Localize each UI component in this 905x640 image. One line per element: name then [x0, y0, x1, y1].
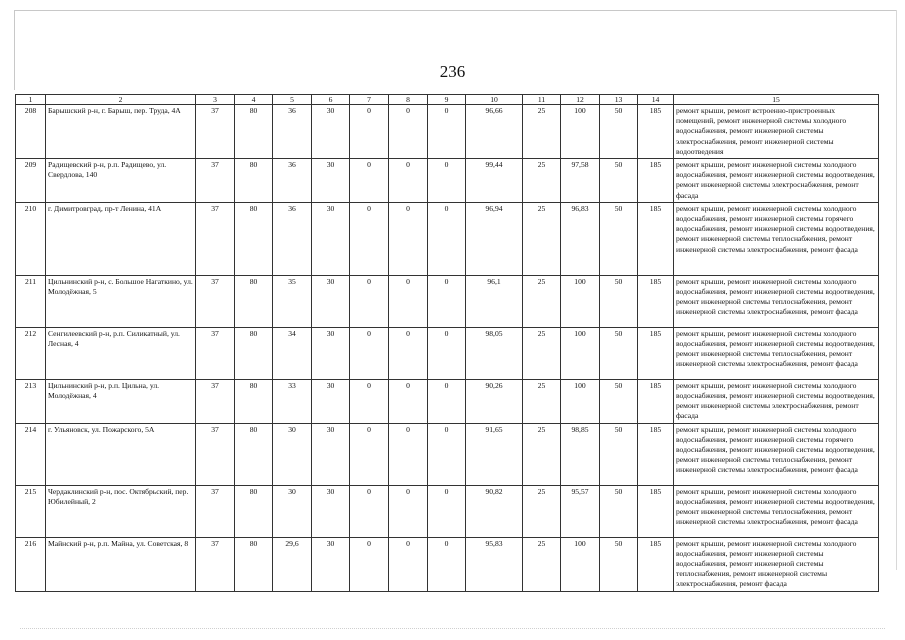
row-number-cell: 208 [16, 105, 46, 159]
value-cell-col7: 0 [350, 275, 389, 327]
value-cell-col12: 96,83 [561, 202, 600, 275]
value-cell-col6: 30 [312, 485, 350, 537]
works-cell: ремонт крыши, ремонт инженерной системы холодного водоснабжения, ремонт инженерной системы водоотведения, ремонт инженерной системы электроснабжения, ремонт фасада [674, 379, 879, 423]
row-number-cell: 210 [16, 202, 46, 275]
value-cell-col3: 37 [196, 485, 235, 537]
value-cell-col9: 0 [428, 537, 466, 591]
value-cell-col9: 0 [428, 327, 466, 379]
value-cell-col12: 97,58 [561, 159, 600, 203]
works-cell: ремонт крыши, ремонт инженерной системы холодного водоснабжения, ремонт инженерной системы горячего водоснабжения, ремонт инженерной системы водоотведения, ремонт инженерной системы теплоснабжения, ремонт инженерной системы электроснабжения, ремонт фасада [674, 423, 879, 485]
header-cell: 15 [674, 95, 879, 105]
row-number-cell: 213 [16, 379, 46, 423]
value-cell-col5: 35 [273, 275, 312, 327]
value-cell-col4: 80 [235, 537, 273, 591]
header-row [16, 95, 879, 105]
value-cell-col6: 30 [312, 423, 350, 485]
value-cell-col3: 37 [196, 379, 235, 423]
value-cell-col11: 25 [523, 537, 561, 591]
value-cell-col14: 185 [638, 275, 674, 327]
header-cell: 1 [16, 95, 46, 105]
value-cell-col12: 95,57 [561, 485, 600, 537]
value-cell-col7: 0 [350, 379, 389, 423]
value-cell-col7: 0 [350, 537, 389, 591]
table-header [16, 95, 879, 105]
address-cell: Цильнинский р-н, с. Большое Нагаткино, ул. Молодёжная, 5 [46, 275, 196, 327]
value-cell-col8: 0 [389, 423, 428, 485]
value-cell-col11: 25 [523, 423, 561, 485]
table-row [16, 537, 879, 591]
page-number: 236 [439, 62, 466, 81]
row-number-cell: 212 [16, 327, 46, 379]
value-cell-col14: 185 [638, 485, 674, 537]
header-cell: 11 [523, 95, 561, 105]
value-cell-col13: 50 [600, 275, 638, 327]
header-cell: 3 [196, 95, 235, 105]
value-cell-col4: 80 [235, 202, 273, 275]
value-cell-col5: 34 [273, 327, 312, 379]
value-cell-col13: 50 [600, 327, 638, 379]
address-cell: Чердаклинский р-н, пос. Октябрьский, пер. Юбилейный, 2 [46, 485, 196, 537]
value-cell-col3: 37 [196, 423, 235, 485]
table-row [16, 423, 879, 485]
table-row [16, 202, 879, 275]
value-cell-col10: 90,26 [466, 379, 523, 423]
scan-noise-bottom [20, 628, 885, 630]
value-cell-col3: 37 [196, 202, 235, 275]
value-cell-col4: 80 [235, 159, 273, 203]
works-cell: ремонт крыши, ремонт инженерной системы холодного водоснабжения, ремонт инженерной системы водоотведения, ремонт инженерной системы теплоснабжения, ремонт инженерной системы электроснабжения, ремонт фасада [674, 327, 879, 379]
value-cell-col11: 25 [523, 275, 561, 327]
value-cell-col6: 30 [312, 537, 350, 591]
value-cell-col3: 37 [196, 275, 235, 327]
row-number-cell: 216 [16, 537, 46, 591]
value-cell-col7: 0 [350, 423, 389, 485]
row-number-cell: 211 [16, 275, 46, 327]
registry-table [15, 94, 879, 592]
value-cell-col11: 25 [523, 202, 561, 275]
value-cell-col14: 185 [638, 537, 674, 591]
value-cell-col4: 80 [235, 423, 273, 485]
header-cell: 12 [561, 95, 600, 105]
value-cell-col6: 30 [312, 105, 350, 159]
value-cell-col8: 0 [389, 159, 428, 203]
table-row [16, 485, 879, 537]
value-cell-col5: 36 [273, 105, 312, 159]
header-cell: 9 [428, 95, 466, 105]
value-cell-col14: 185 [638, 379, 674, 423]
value-cell-col12: 100 [561, 275, 600, 327]
header-cell: 8 [389, 95, 428, 105]
value-cell-col13: 50 [600, 159, 638, 203]
value-cell-col12: 100 [561, 537, 600, 591]
value-cell-col11: 25 [523, 159, 561, 203]
header-cell: 7 [350, 95, 389, 105]
row-number-cell: 215 [16, 485, 46, 537]
value-cell-col10: 98,05 [466, 327, 523, 379]
value-cell-col3: 37 [196, 327, 235, 379]
value-cell-col9: 0 [428, 202, 466, 275]
value-cell-col10: 90,82 [466, 485, 523, 537]
header-cell: 5 [273, 95, 312, 105]
value-cell-col6: 30 [312, 202, 350, 275]
value-cell-col14: 185 [638, 327, 674, 379]
value-cell-col8: 0 [389, 105, 428, 159]
value-cell-col9: 0 [428, 275, 466, 327]
value-cell-col9: 0 [428, 485, 466, 537]
value-cell-col7: 0 [350, 202, 389, 275]
value-cell-col12: 98,85 [561, 423, 600, 485]
value-cell-col13: 50 [600, 379, 638, 423]
value-cell-col9: 0 [428, 423, 466, 485]
value-cell-col3: 37 [196, 159, 235, 203]
value-cell-col8: 0 [389, 327, 428, 379]
table-body [16, 105, 879, 592]
value-cell-col6: 30 [312, 159, 350, 203]
value-cell-col9: 0 [428, 105, 466, 159]
value-cell-col5: 29,6 [273, 537, 312, 591]
value-cell-col13: 50 [600, 485, 638, 537]
row-number-cell: 214 [16, 423, 46, 485]
value-cell-col7: 0 [350, 159, 389, 203]
value-cell-col4: 80 [235, 275, 273, 327]
value-cell-col10: 96,66 [466, 105, 523, 159]
value-cell-col8: 0 [389, 202, 428, 275]
value-cell-col7: 0 [350, 485, 389, 537]
value-cell-col8: 0 [389, 275, 428, 327]
address-cell: Сенгилеевский р-н, р.п. Силикатный, ул. Лесная, 4 [46, 327, 196, 379]
value-cell-col6: 30 [312, 327, 350, 379]
value-cell-col10: 96,1 [466, 275, 523, 327]
value-cell-col3: 37 [196, 105, 235, 159]
value-cell-col9: 0 [428, 379, 466, 423]
value-cell-col3: 37 [196, 537, 235, 591]
value-cell-col5: 36 [273, 202, 312, 275]
value-cell-col7: 0 [350, 327, 389, 379]
value-cell-col4: 80 [235, 105, 273, 159]
value-cell-col6: 30 [312, 379, 350, 423]
address-cell: г. Димитровград, пр-т Ленина, 41А [46, 202, 196, 275]
works-cell: ремонт крыши, ремонт инженерной системы холодного водоснабжения, ремонт инженерной системы водоотведения, ремонт инженерной системы теплоснабжения, ремонт инженерной системы электроснабжения, ремонт фасада [674, 485, 879, 537]
value-cell-col14: 185 [638, 159, 674, 203]
address-cell: Радищевский р-н, р.п. Радищево, ул. Свердлова, 140 [46, 159, 196, 203]
value-cell-col5: 33 [273, 379, 312, 423]
value-cell-col10: 99,44 [466, 159, 523, 203]
header-cell: 6 [312, 95, 350, 105]
value-cell-col10: 95,83 [466, 537, 523, 591]
works-cell: ремонт крыши, ремонт встроенно-пристроенных помещений, ремонт инженерной системы холодного водоснабжения, ремонт инженерной системы электроснабжения, ремонт инженерной системы водоотведения [674, 105, 879, 159]
scan-edge-right [896, 10, 897, 570]
value-cell-col12: 100 [561, 379, 600, 423]
row-number-cell: 209 [16, 159, 46, 203]
address-cell: г. Ульяновск, ул. Пожарского, 5А [46, 423, 196, 485]
value-cell-col11: 25 [523, 485, 561, 537]
value-cell-col8: 0 [389, 537, 428, 591]
scan-edge-top [14, 10, 897, 11]
value-cell-col5: 36 [273, 159, 312, 203]
table-row [16, 275, 879, 327]
value-cell-col12: 100 [561, 105, 600, 159]
works-cell: ремонт крыши, ремонт инженерной системы холодного водоснабжения, ремонт инженерной системы водоснабжения, ремонт инженерной системы теплоснабжения, ремонт инженерной системы электроснабжения, ремонт фасада [674, 537, 879, 591]
value-cell-col14: 185 [638, 423, 674, 485]
value-cell-col5: 30 [273, 485, 312, 537]
value-cell-col14: 185 [638, 202, 674, 275]
address-cell: Барышский р-н, г. Барыш, пер. Труда, 4А [46, 105, 196, 159]
works-cell: ремонт крыши, ремонт инженерной системы холодного водоснабжения, ремонт инженерной системы водоотведения, ремонт инженерной системы электроснабжения, ремонт фасада [674, 159, 879, 203]
table-row [16, 379, 879, 423]
header-cell: 13 [600, 95, 638, 105]
header-cell: 10 [466, 95, 523, 105]
value-cell-col8: 0 [389, 485, 428, 537]
value-cell-col13: 50 [600, 202, 638, 275]
value-cell-col13: 50 [600, 423, 638, 485]
value-cell-col12: 100 [561, 327, 600, 379]
value-cell-col9: 0 [428, 159, 466, 203]
value-cell-col11: 25 [523, 327, 561, 379]
value-cell-col11: 25 [523, 105, 561, 159]
works-cell: ремонт крыши, ремонт инженерной системы холодного водоснабжения, ремонт инженерной системы горячего водоснабжения, ремонт инженерной системы водоотведения, ремонт инженерной системы теплоснабжения, ремонт инженерной системы электроснабжения, ремонт фасада [674, 202, 879, 275]
value-cell-col14: 185 [638, 105, 674, 159]
value-cell-col4: 80 [235, 327, 273, 379]
address-cell: Цильнинский р-н, р.п. Цильна, ул. Молодёжная, 4 [46, 379, 196, 423]
value-cell-col6: 30 [312, 275, 350, 327]
value-cell-col13: 50 [600, 537, 638, 591]
header-cell: 4 [235, 95, 273, 105]
table-row [16, 327, 879, 379]
value-cell-col10: 91,65 [466, 423, 523, 485]
value-cell-col4: 80 [235, 379, 273, 423]
value-cell-col5: 30 [273, 423, 312, 485]
header-cell: 14 [638, 95, 674, 105]
value-cell-col8: 0 [389, 379, 428, 423]
value-cell-col7: 0 [350, 105, 389, 159]
value-cell-col13: 50 [600, 105, 638, 159]
table-row [16, 105, 879, 159]
header-cell: 2 [46, 95, 196, 105]
works-cell: ремонт крыши, ремонт инженерной системы холодного водоснабжения, ремонт инженерной системы водоотведения, ремонт инженерной системы теплоснабжения, ремонт инженерной системы электроснабжения, ремонт фасада [674, 275, 879, 327]
value-cell-col4: 80 [235, 485, 273, 537]
value-cell-col11: 25 [523, 379, 561, 423]
value-cell-col10: 96,94 [466, 202, 523, 275]
address-cell: Майнский р-н, р.п. Майна, ул. Советская, 8 [46, 537, 196, 591]
table-row [16, 159, 879, 203]
